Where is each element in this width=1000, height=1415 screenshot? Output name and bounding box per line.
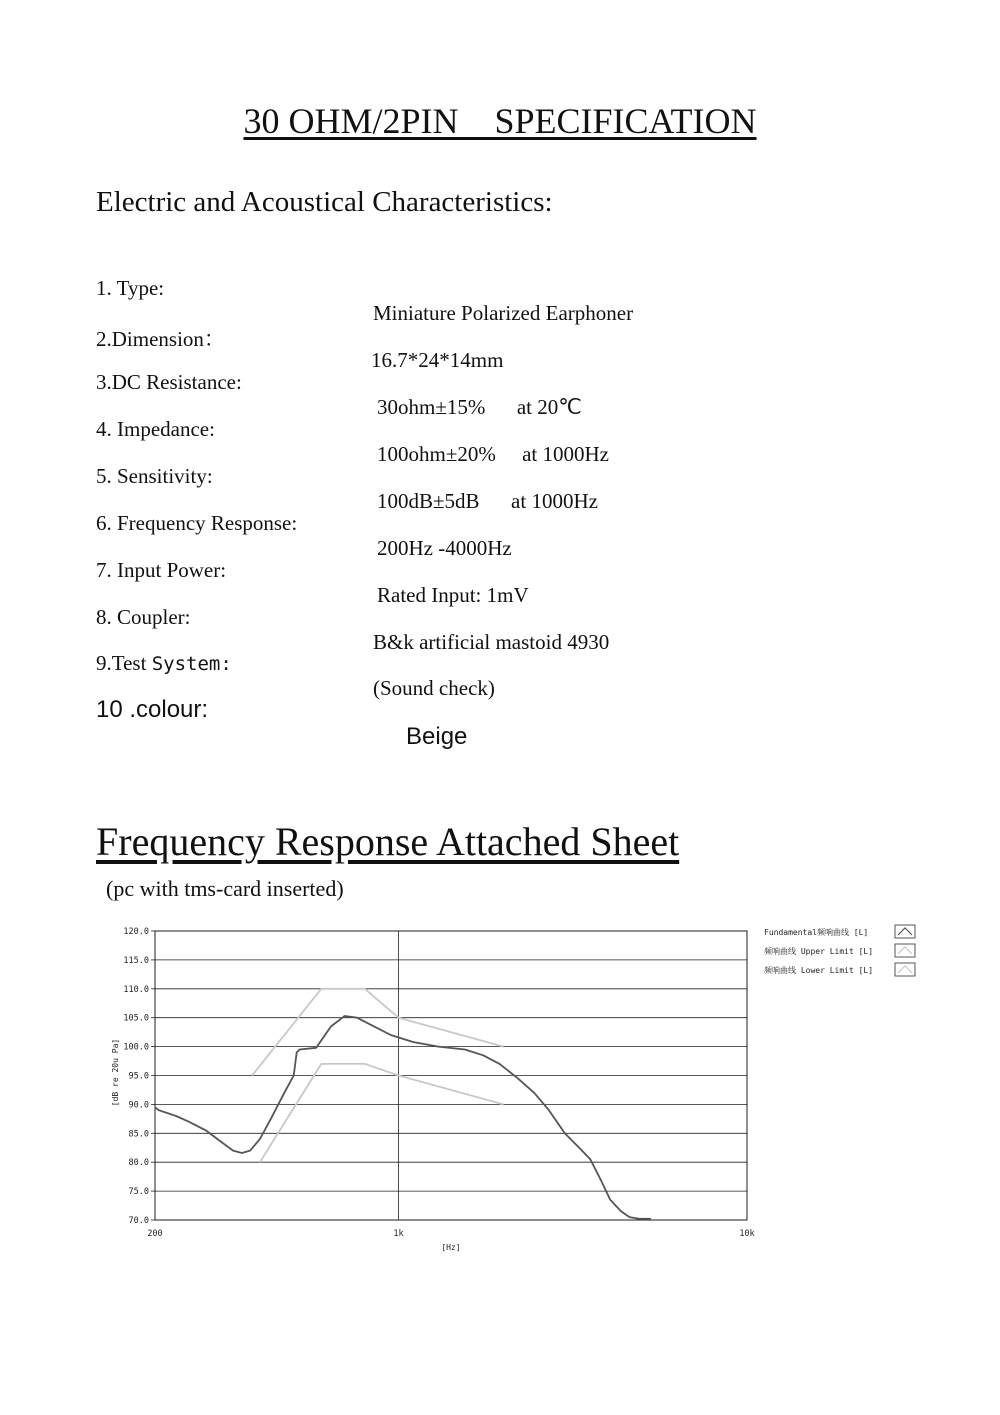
spec-value: 30ohm±15% at 20℃ [377,395,582,419]
y-tick-label: 80.0 [128,1158,149,1169]
y-tick-label: 95.0 [128,1071,149,1082]
legend-entry-label: 频响曲线 Upper Limit [L] [764,947,874,956]
spec-label: 1. Type: [96,276,165,300]
spec-value: 16.7*24*14mm [371,348,504,372]
spec-label: 4. Impedance: [96,417,215,441]
spec-value: 200Hz -4000Hz [377,536,512,560]
spec-value: Miniature Polarized Earphoner [373,301,634,325]
spec-label: 7. Input Power: [96,558,227,582]
y-tick-label: 120.0 [123,927,149,937]
x-tick-label: 200 [147,1229,163,1239]
legend-swatch-box [895,925,915,938]
legend-entry-label: 频响曲线 Lower Limit [L] [764,966,874,975]
spec-label-main: 9.Test [96,651,152,675]
document-title-text: 30 OHM/2PIN SPECIFICATION [243,101,757,141]
y-tick-label: 85.0 [128,1129,149,1140]
y-tick-label: 110.0 [123,984,149,995]
y-tick-label: 100.0 [123,1042,149,1053]
spec-value: (Sound check) [373,676,495,700]
legend-swatch-box [895,963,915,976]
spec-label-mono: System: [151,653,232,675]
y-tick-label: 115.0 [123,955,149,966]
spec-label: 3.DC Resistance: [96,370,242,394]
frequency-response-chart [0,900,1000,1270]
spec-value: Beige [406,723,468,750]
legend-entry-label: Fundamental频响曲线 [L] [764,928,869,937]
spec-value: 100dB±5dB at 1000Hz [377,489,598,513]
x-tick-label: 10k [739,1229,755,1239]
y-axis-label: [dB re 20u Pa] [111,1038,120,1107]
document-title [0,100,1000,142]
spec-value: B&k artificial mastoid 4930 [373,630,610,654]
spec-label: 8. Coupler: [96,605,191,629]
section-heading: Electric and Acoustical Characteristics: [96,186,553,218]
spec-label: 6. Frequency Response: [96,511,298,535]
frequency-response-title: Frequency Response Attached Sheet [96,819,680,864]
x-tick-label: 1k [393,1229,404,1239]
y-tick-label: 105.0 [123,1013,149,1024]
upper-limit-series-line [252,989,503,1076]
lower-limit-series-line [260,1064,504,1162]
y-tick-label: 70.0 [128,1216,149,1226]
spec-label: 2.Dimension： [96,327,225,351]
legend-swatch-box [895,944,915,957]
spec-value: Rated Input: 1mV [377,583,529,607]
spec-label: 5. Sensitivity: [96,464,213,488]
spec-value: 100ohm±20% at 1000Hz [377,442,609,466]
x-axis-label: [Hz] [441,1243,461,1252]
frequency-response-subtitle: (pc with tms-card inserted) [106,876,344,901]
spec-label [96,651,232,676]
y-tick-label: 75.0 [128,1187,149,1198]
spec-label: 10 .colour: [96,696,209,723]
y-tick-label: 90.0 [128,1100,149,1111]
